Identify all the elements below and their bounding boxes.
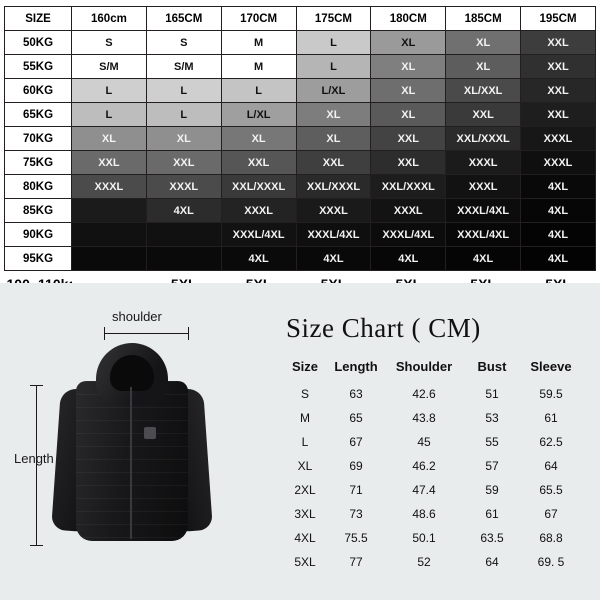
size-chart-cell: 63 [349,387,363,401]
size-chart-pane [278,283,600,600]
size-chart-cell: 53 [485,411,499,425]
size-chart-col-header: Size [291,358,318,374]
size-chart-col-header: Sleeve [530,358,572,374]
matrix-cell: XXXL [371,199,446,223]
table-row [5,31,596,55]
matrix-cell: M [221,55,296,79]
matrix-row-header: 75KG [5,151,72,175]
matrix-cell: XXL/XXXL [371,175,446,199]
matrix-col-header: 160cm [72,7,147,31]
matrix-row-header: 60KG [5,79,72,103]
size-chart-cell: 50.1 [412,531,436,545]
matrix-cell: XXXL [446,151,521,175]
size-chart-cell: 68.8 [539,531,563,545]
matrix-cell: L [146,79,221,103]
size-chart-cell: 63.5 [480,531,504,545]
table-row [5,55,596,79]
matrix-cell: XL [221,127,296,151]
jacket-logo-patch [144,427,156,439]
size-chart-col-header: Shoulder [395,358,453,374]
matrix-cell [146,247,221,271]
matrix-cell: L [296,55,371,79]
matrix-cell: XXXL/4XL [371,223,446,247]
matrix-row-header: 80KG [5,175,72,199]
matrix-cell: S/M [146,55,221,79]
size-chart-cell: 64 [544,459,558,473]
matrix-cell: XXL [221,151,296,175]
matrix-cell: 4XL [371,247,446,271]
matrix-cell [72,247,147,271]
matrix-cell: XXL [371,127,446,151]
size-matrix-panel [0,0,600,283]
matrix-cell: L [296,31,371,55]
size-chart-title: Size Chart ( CM) [286,313,481,343]
matrix-cell: 4XL [146,199,221,223]
matrix-cell: L [221,79,296,103]
matrix-col-header: 170CM [221,7,296,31]
matrix-cell: L [72,79,147,103]
matrix-cell: XXXL [146,175,221,199]
matrix-cell: 4XL [221,247,296,271]
size-chart-cell: 3XL [294,507,316,521]
jacket-quilting [76,381,188,541]
size-chart-cell: 61 [544,411,558,425]
size-chart-cell: 5XL [294,555,316,569]
matrix-cell: 4XL [521,199,596,223]
measurement-panel [0,283,600,600]
matrix-cell: XL [371,103,446,127]
jacket-hood-opening [110,355,154,391]
table-row [282,430,582,454]
matrix-cell: L [146,103,221,127]
size-chart-cell: L [301,435,309,449]
table-row [5,127,596,151]
size-matrix-table [4,6,596,297]
matrix-cell [146,223,221,247]
matrix-cell: 4XL [521,175,596,199]
size-chart-cell: 43.8 [412,411,436,425]
matrix-cell: XXXL [521,127,596,151]
matrix-corner-label: SIZE [5,7,72,31]
matrix-cell: XL [371,79,446,103]
matrix-cell: XXXL/4XL [221,223,296,247]
matrix-cell: XXL [521,55,596,79]
size-chart-cell: 2XL [294,483,316,497]
table-row [5,175,596,199]
size-chart-cell: 59.5 [539,387,563,401]
size-chart-cell: 42.6 [412,387,436,401]
jacket-zipper [130,387,132,539]
matrix-cell: L/XL [221,103,296,127]
matrix-cell: S [146,31,221,55]
matrix-cell: XXXL [221,199,296,223]
size-chart-cell: 62.5 [539,435,563,449]
shoulder-measure-cap-left [104,327,105,340]
size-chart-cell: 4XL [294,531,316,545]
table-row [282,478,582,502]
length-measure-cap-bottom [30,545,43,546]
matrix-cell: XXL [521,31,596,55]
table-row [5,151,596,175]
size-chart-cell: 64 [485,555,499,569]
size-chart-cell: 55 [485,435,499,449]
size-chart-cell: 77 [349,555,363,569]
size-chart-cell: 51 [485,387,499,401]
size-chart-cell: 45 [417,435,431,449]
matrix-cell: XL [371,55,446,79]
size-chart-cell: 47.4 [412,483,436,497]
size-chart-col-header: Bust [477,358,507,374]
table-row [5,223,596,247]
matrix-cell: XXL/XXXL [296,175,371,199]
table-row [5,247,596,271]
table-row [282,526,582,550]
length-measure-label: Length [14,451,54,466]
matrix-row-header: 95KG [5,247,72,271]
matrix-cell: XXL [446,103,521,127]
matrix-cell: XL [72,127,147,151]
size-chart-cell: 65 [349,411,363,425]
matrix-cell: 4XL [296,247,371,271]
size-chart-cell: 67 [349,435,363,449]
table-row [282,502,582,526]
matrix-col-header: 180CM [371,7,446,31]
matrix-row-header: 50KG [5,31,72,55]
matrix-cell: XXL [521,103,596,127]
matrix-cell: XXL [371,151,446,175]
matrix-cell: XXXL [296,199,371,223]
matrix-cell: XXXL [72,175,147,199]
matrix-cell [72,223,147,247]
length-measure-cap-top [30,385,43,386]
table-row [282,406,582,430]
shoulder-measure-label: shoulder [112,309,162,324]
matrix-row-header: 70KG [5,127,72,151]
table-row [5,103,596,127]
size-chart-cell: 61 [485,507,499,521]
shoulder-measure-line [104,333,188,334]
size-chart-cell: 75.5 [344,531,368,545]
matrix-cell: XL [446,31,521,55]
table-row [5,199,596,223]
matrix-cell: XXXL [446,175,521,199]
size-chart-cell: M [300,411,310,425]
matrix-cell: XXL [72,151,147,175]
matrix-cell: XXL/XXXL [221,175,296,199]
size-chart-cell: 48.6 [412,507,436,521]
table-row [282,382,582,406]
matrix-cell: XL [446,55,521,79]
matrix-cell: L [72,103,147,127]
size-chart-cell: S [300,387,309,401]
size-chart-col-header: Length [334,358,378,374]
size-chart-cell: 73 [349,507,363,521]
size-chart-cell: 52 [417,555,431,569]
matrix-cell: XXXL/4XL [296,223,371,247]
size-chart-cell: XL [297,459,313,473]
size-chart-cell: 59 [485,483,499,497]
matrix-cell: XXL/XXXL [446,127,521,151]
matrix-col-header: 165CM [146,7,221,31]
size-chart-cell: 69 [349,459,363,473]
shoulder-measure-cap-right [188,327,189,340]
size-chart-cell: 67 [544,507,558,521]
matrix-cell: XL [296,103,371,127]
table-row [282,550,582,574]
matrix-cell: XL [146,127,221,151]
size-chart-cell: 71 [349,483,363,497]
matrix-cell: XXXL/4XL [446,223,521,247]
matrix-cell: M [221,31,296,55]
size-chart-header-row [282,354,582,382]
matrix-cell: XXL [521,79,596,103]
matrix-col-header: 195CM [521,7,596,31]
matrix-cell: L/XL [296,79,371,103]
matrix-cell: XL/XXL [446,79,521,103]
matrix-header-row [5,7,596,31]
matrix-col-header: 185CM [446,7,521,31]
matrix-cell: XXXL [521,151,596,175]
table-row [5,79,596,103]
matrix-cell: S [72,31,147,55]
matrix-cell [72,199,147,223]
matrix-cell: XXL [296,151,371,175]
table-row [282,454,582,478]
size-chart-cell: 57 [485,459,499,473]
matrix-row-header: 65KG [5,103,72,127]
matrix-cell: S/M [72,55,147,79]
matrix-cell: 4XL [521,247,596,271]
jacket-illustration-pane [0,283,278,600]
size-chart-table [282,354,582,574]
matrix-cell: XL [371,31,446,55]
matrix-cell: 4XL [446,247,521,271]
size-chart-cell: 65.5 [539,483,563,497]
size-chart-cell: 46.2 [412,459,436,473]
matrix-cell: 4XL [521,223,596,247]
matrix-cell: XXXL/4XL [446,199,521,223]
matrix-col-header: 175CM [296,7,371,31]
matrix-cell: XXL [146,151,221,175]
size-chart-cell: 69. 5 [537,555,565,569]
matrix-row-header: 90KG [5,223,72,247]
matrix-cell: XL [296,127,371,151]
matrix-row-header: 55KG [5,55,72,79]
jacket-image [52,335,212,550]
matrix-row-header: 85KG [5,199,72,223]
